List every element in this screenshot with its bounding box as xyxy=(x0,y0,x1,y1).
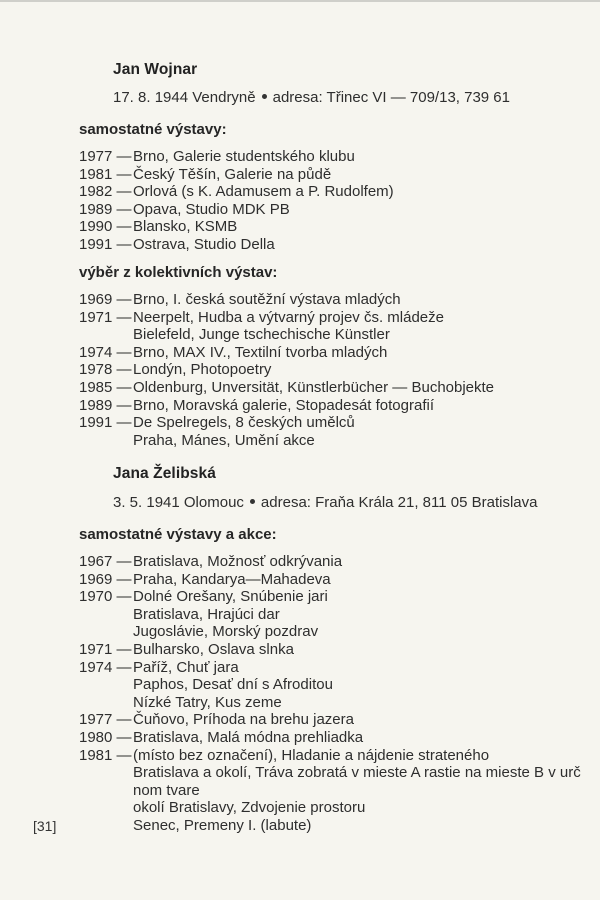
entry-text: Bielefeld, Junge tschechische Künstler xyxy=(133,326,390,344)
entry-text: Čuňovo, Príhoda na brehu jazera xyxy=(133,711,354,729)
entry-year xyxy=(79,817,133,835)
entry-year: 1981 — xyxy=(79,746,132,764)
entry-year: 1971 — xyxy=(79,308,132,326)
entry-text: Londýn, Photopoetry xyxy=(133,361,272,379)
entry-row xyxy=(79,747,581,765)
entry-year: 1982 — xyxy=(79,183,132,201)
artist-name: Jana Želibská xyxy=(113,465,216,482)
entry-year: 1989 — xyxy=(79,200,132,218)
entry-year: 1969 — xyxy=(79,570,132,588)
entry-text: Blansko, KSMB xyxy=(133,218,238,236)
entry-list xyxy=(79,291,494,449)
entry-text: De Spelregels, 8 českých umělců xyxy=(133,414,355,432)
entry-text: Brno, I. česká soutěžní výstava mladých xyxy=(133,291,401,308)
entry-row xyxy=(79,201,394,219)
entry-text: Brno, MAX IV., Textilní tvorba mladých xyxy=(133,343,388,361)
artist-name: Jan Wojnar xyxy=(113,61,198,78)
entry-row xyxy=(79,764,581,782)
birth-info: 3. 5. 1941 Olomouc xyxy=(113,494,244,511)
bullet-icon xyxy=(262,94,267,99)
entry-text: Brno, Moravská galerie, Stopadesát fotografií xyxy=(133,396,434,414)
entry-row xyxy=(79,659,581,677)
section-heading: výběr z kolektivních výstav: xyxy=(79,264,278,281)
entry-year: 1991 — xyxy=(79,235,132,253)
entry-text: Dolné Orešany, Snúbenie jari xyxy=(133,588,328,606)
entry-text: Bulharsko, Oslava slnka xyxy=(133,640,294,658)
entry-year xyxy=(79,676,133,694)
entry-text: Praha, Kandarya—Mahadeva xyxy=(133,570,331,588)
entry-year xyxy=(79,799,133,817)
entry-row xyxy=(79,236,394,254)
entry-row xyxy=(79,641,581,659)
entry-row xyxy=(79,553,581,571)
entry-text: Jugoslávie, Morský pozdrav xyxy=(133,623,319,641)
entry-text: Paříž, Chuť jara xyxy=(133,658,239,676)
page-edge xyxy=(0,0,600,2)
entry-year: 1990 — xyxy=(79,218,132,236)
entry-row xyxy=(79,397,494,415)
entry-row xyxy=(79,623,581,641)
entry-row xyxy=(79,309,494,327)
entry-row xyxy=(79,361,494,379)
entry-year: 1967 — xyxy=(79,553,132,570)
entry-row xyxy=(79,183,394,201)
birth-info: 17. 8. 1944 Vendryně xyxy=(113,89,256,106)
entry-year: 1971 — xyxy=(79,640,132,658)
entry-year: 1974 — xyxy=(79,343,132,361)
entry-row xyxy=(79,729,581,747)
entry-list xyxy=(79,553,581,835)
entry-year xyxy=(79,326,133,344)
entry-text: Paphos, Desať dní s Afroditou xyxy=(133,676,333,694)
entry-text: Opava, Studio MDK PB xyxy=(133,200,290,218)
page-number: [31] xyxy=(33,818,57,834)
entry-text: Neerpelt, Hudba a výtvarný projev čs. mládeže xyxy=(133,308,444,326)
entry-row xyxy=(79,606,581,624)
entry-row xyxy=(79,344,494,362)
artist-details xyxy=(113,89,510,106)
entry-row xyxy=(79,571,581,589)
entry-text: Český Těšín, Galerie na půdě xyxy=(133,165,332,183)
entry-text: Bratislava, Možnosť odkrývania xyxy=(133,553,343,570)
entry-year: 1981 — xyxy=(79,165,132,183)
entry-year: 1989 — xyxy=(79,396,132,414)
entry-row xyxy=(79,414,494,432)
entry-row xyxy=(79,148,394,166)
entry-row xyxy=(79,588,581,606)
entry-text: Bratislava a okolí, Tráva zobratá v mieste A rastie na mieste B v urč xyxy=(133,764,581,782)
entry-year: 1970 — xyxy=(79,588,132,606)
entry-row xyxy=(79,326,494,344)
bullet-icon xyxy=(250,499,255,504)
entry-row xyxy=(79,432,494,450)
entry-year: 1977 — xyxy=(79,711,132,729)
entry-text: Bratislava, Malá módna prehliadka xyxy=(133,728,364,746)
entry-year: 1991 — xyxy=(79,414,132,432)
entry-text: (místo bez označení), Hladanie a nájdenie strateného xyxy=(133,746,490,764)
entry-text: Orlová (s K. Adamusem a P. Rudolfem) xyxy=(133,183,394,201)
entry-row xyxy=(79,694,581,712)
entry-year xyxy=(79,764,133,782)
entry-row xyxy=(79,799,581,817)
entry-text: Oldenburg, Unversität, Künstlerbücher — Buchobjekte xyxy=(133,378,495,396)
entry-row xyxy=(79,218,394,236)
entry-row xyxy=(79,379,494,397)
entry-text: okolí Bratislavy, Zdvojenie prostoru xyxy=(133,799,366,817)
entry-year: 1980 — xyxy=(79,728,132,746)
entry-text: Ostrava, Studio Della xyxy=(133,235,275,253)
entry-year: 1978 — xyxy=(79,361,132,379)
address-info: adresa: Fraňa Krála 21, 811 05 Bratislava xyxy=(260,494,538,511)
entry-text: Senec, Premeny I. (labute) xyxy=(133,816,312,834)
entry-text: Praha, Mánes, Umění akce xyxy=(133,431,315,449)
entry-list xyxy=(79,148,394,254)
entry-year xyxy=(79,694,133,712)
entry-row xyxy=(79,711,581,729)
section-heading: samostatné výstavy a akce: xyxy=(79,526,277,543)
entry-year xyxy=(79,623,133,641)
entry-year: 1985 — xyxy=(79,378,132,396)
entry-text: Nízké Tatry, Kus zeme xyxy=(133,693,282,711)
address-info: adresa: Třinec VI — 709/13, 739 61 xyxy=(272,89,510,106)
artist-details xyxy=(113,494,537,511)
entry-year xyxy=(79,432,133,450)
entry-text: Bratislava, Hrajúci dar xyxy=(133,605,280,623)
entry-year: 1977 — xyxy=(79,148,132,165)
entry-row xyxy=(79,166,394,184)
entry-year: 1974 — xyxy=(79,658,132,676)
entry-row xyxy=(79,817,581,835)
entry-row xyxy=(79,782,581,800)
entry-year xyxy=(79,606,133,624)
entry-row xyxy=(79,676,581,694)
section-heading: samostatné výstavy: xyxy=(79,121,227,138)
entry-year xyxy=(79,782,133,800)
entry-row xyxy=(79,291,494,309)
entry-text: nom tvare xyxy=(133,781,200,799)
entry-text: Brno, Galerie studentského klubu xyxy=(133,148,355,165)
entry-year: 1969 — xyxy=(79,291,132,308)
